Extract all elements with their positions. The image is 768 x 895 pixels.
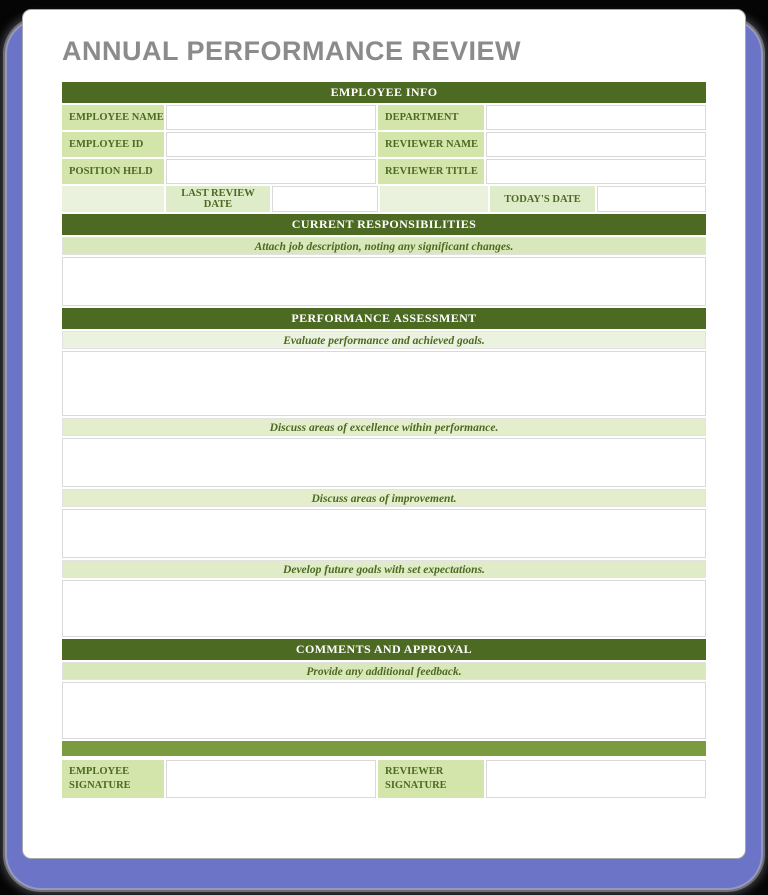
last-review-date-input[interactable] [272,186,378,212]
comments-instruction: Provide any additional feedback. [62,662,706,680]
date-row-filler-left [62,186,164,212]
reviewer-title-label: REVIEWER TITLE [378,159,484,184]
last-review-date-label: LAST REVIEW DATE [166,186,270,212]
page-title: ANNUAL PERFORMANCE REVIEW [62,36,522,66]
signature-section-divider [62,741,706,756]
reviewer-name-label: REVIEWER NAME [378,132,484,157]
reviewer-signature-label: REVIEWER SIGNATURE [378,760,484,798]
evaluate-performance-instruction: Evaluate performance and achieved goals. [62,331,706,349]
employee-id-input[interactable] [166,132,376,157]
department-input[interactable] [486,105,706,130]
department-label: DEPARTMENT [378,105,484,130]
review-dates-row [62,186,706,212]
employee-id-label: EMPLOYEE ID [62,132,164,157]
comments-input-area[interactable] [62,682,706,739]
future-goals-instruction: Develop future goals with set expectations. [62,560,706,578]
areas-of-improvement-instruction: Discuss areas of improvement. [62,489,706,507]
position-held-input[interactable] [166,159,376,184]
employee-signature-label: EMPLOYEE SIGNATURE [62,760,164,798]
reviewer-name-input[interactable] [486,132,706,157]
form-content [62,36,706,798]
current-responsibilities-instruction: Attach job description, noting any significant changes. [62,237,706,255]
todays-date-label: TODAY'S DATE [490,186,595,212]
signature-row [62,760,706,798]
employee-name-label: EMPLOYEE NAME [62,105,164,130]
todays-date-input[interactable] [597,186,706,212]
reviewer-signature-input[interactable] [486,760,706,798]
employee-info-table [62,105,706,184]
employee-name-input[interactable] [166,105,376,130]
employee-info-header: EMPLOYEE INFO [62,82,706,103]
position-held-label: POSITION HELD [62,159,164,184]
areas-of-excellence-instruction: Discuss areas of excellence within performance. [62,418,706,436]
document-page [22,9,746,859]
areas-of-improvement-input-area[interactable] [62,509,706,558]
areas-of-excellence-input-area[interactable] [62,438,706,487]
current-responsibilities-header: CURRENT RESPONSIBILITIES [62,214,706,235]
current-responsibilities-input-area[interactable] [62,257,706,306]
performance-assessment-header: PERFORMANCE ASSESSMENT [62,308,706,329]
reviewer-title-input[interactable] [486,159,706,184]
date-row-filler-right [380,186,488,212]
comments-approval-header: COMMENTS AND APPROVAL [62,639,706,660]
evaluate-performance-input-area[interactable] [62,351,706,416]
future-goals-input-area[interactable] [62,580,706,637]
employee-signature-input[interactable] [166,760,376,798]
